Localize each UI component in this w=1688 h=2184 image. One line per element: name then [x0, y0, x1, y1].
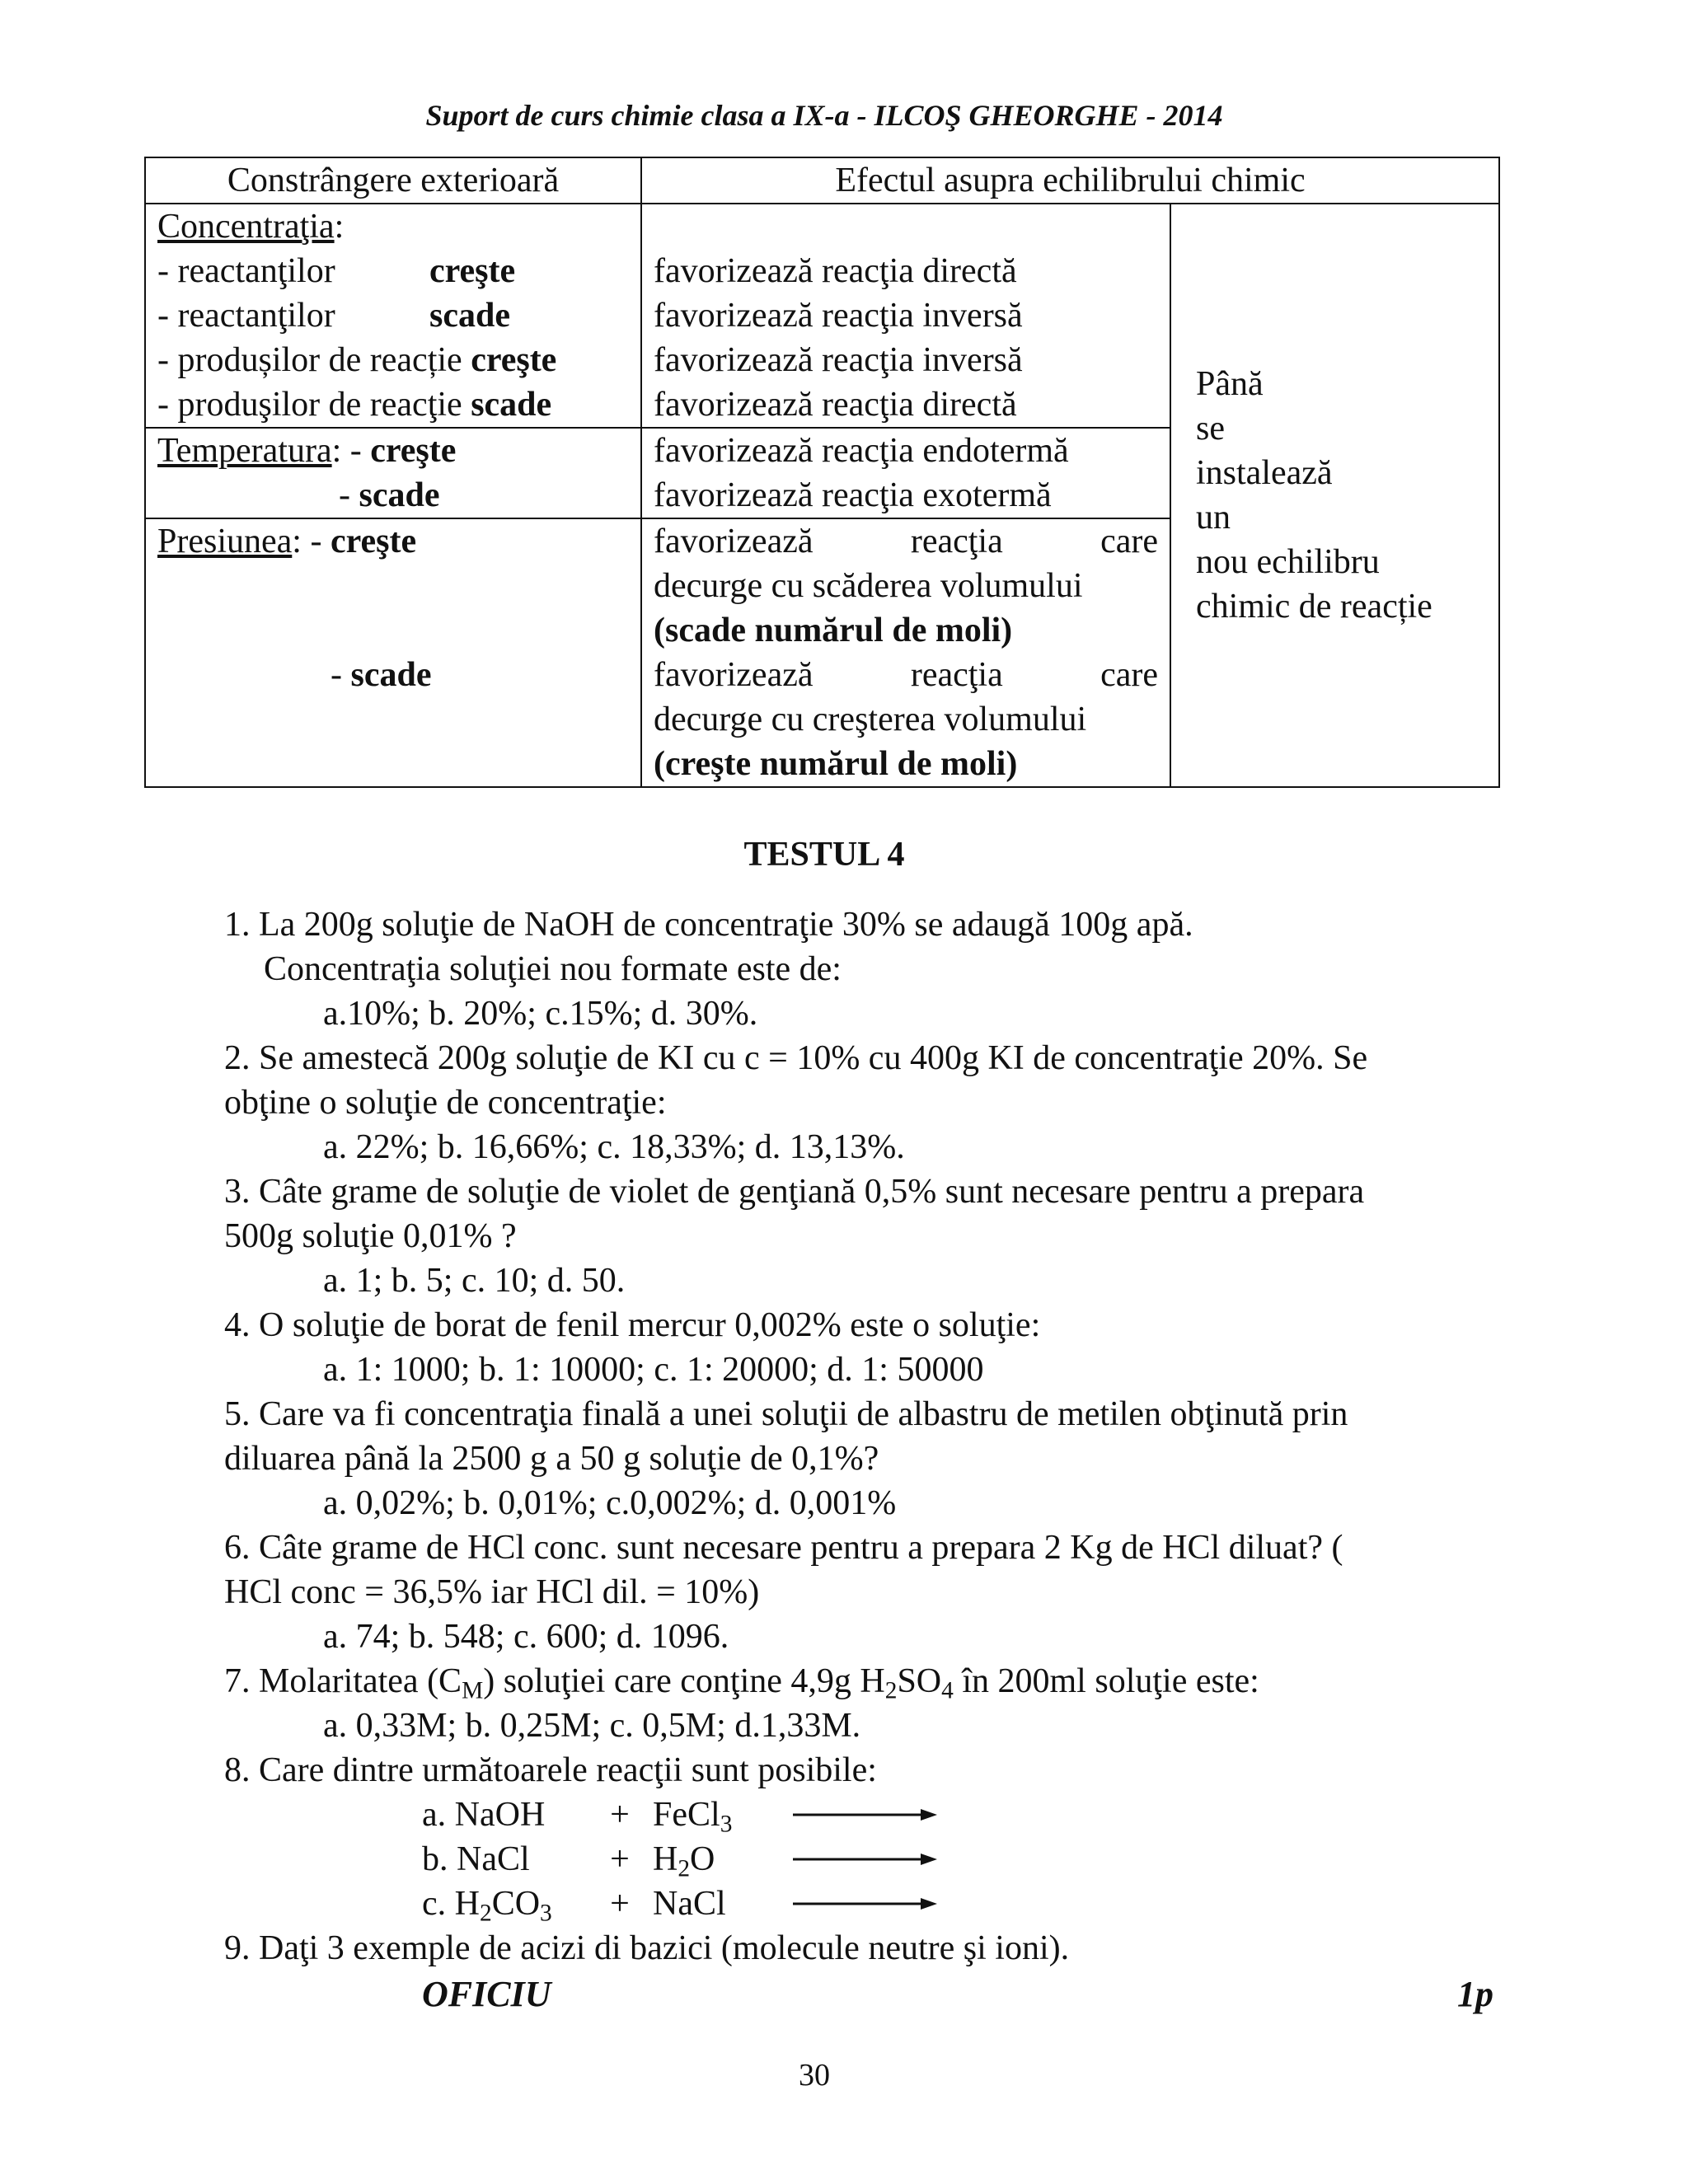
page-number: 30	[799, 2058, 830, 2093]
concentration-constraint: Concentraţia: - reactanţilor creşte - reactanţilor scade - produșilor de reacție creşte - produşilor de reacţie scade	[145, 204, 641, 428]
reaction-b: b. NaCl + $H_2O$	[224, 1837, 1526, 1882]
question-6: 6. Câte grame de HCl conc. sunt necesare pentru a prepara 2 Kg de HCl diluat? (	[224, 1529, 1343, 1567]
pressure-constraint: Presiunea: - creşte - scade	[145, 518, 641, 787]
question-5: 5. Care va fi concentraţia finală a unei soluţii de albastru de metilen obţinută prin	[224, 1395, 1348, 1433]
concentration-title: Concentraţia	[157, 208, 335, 246]
table-header-effect: Efectul asupra echilibrului chimic	[641, 157, 1499, 204]
effect-text: favorizează reacţia inversă	[654, 297, 1023, 335]
question-5-continued: diluarea până la 2500 g a 50 g soluţie de 0,1%?	[224, 1440, 879, 1478]
running-header: Suport de curs chimie clasa a IX-a - ILCOŞ GHEORGHE - 2014	[425, 99, 1223, 132]
reaction-arrow-icon	[793, 1896, 937, 1912]
concentration-row	[145, 204, 1499, 428]
table-header-row	[145, 157, 1499, 204]
reaction-c: c. $H_2CO_3$ + NaCl	[224, 1882, 1526, 1926]
table-header-constraint: Constrângere exterioară	[145, 157, 641, 204]
equilibrium-table	[144, 157, 1500, 788]
effect-text: favorizează reacţia directă	[654, 252, 1017, 290]
effect-text: favorizează reacţia directă	[654, 386, 1017, 424]
reaction-arrow-icon	[793, 1851, 937, 1868]
temperature-effects: favorizează reacţia endotermă favorizează reacţia exotermă	[641, 428, 1170, 518]
question-5-options: a. 0,02%; b. 0,01%; c.0,002%; d. 0,001%	[323, 1484, 897, 1522]
pressure-effects: favorizează reacţia care decurge cu scăderea volumului (scade numărul de moli) favorizează reacţia care decurge cu creşterea volumului (creşte numărul de moli)	[641, 518, 1170, 787]
question-2: 2. Se amestecă 200g soluţie de KI cu c = 10% cu 400g KI de concentraţie 20%. Se	[224, 1039, 1368, 1077]
temperature-constraint: Temperatura: - creşte - scade	[145, 428, 641, 518]
question-6-continued: HCl conc = 36,5% iar HCl dil. = 10%)	[224, 1573, 760, 1611]
question-7: 7. Molaritatea $(C_M)$ soluţiei care conţine 4,9g $H_2SO_4$ în 200ml soluţie este:	[224, 1662, 1259, 1704]
oficiu-line	[422, 1972, 1493, 2017]
reaction-arrow-icon	[793, 1807, 937, 1823]
question-3-options: a. 1; b. 5; c. 10; d. 50.	[323, 1262, 626, 1300]
question-6-options: a. 74; b. 548; c. 600; d. 1096.	[323, 1618, 729, 1656]
effect-text: favorizează reacţia inversă	[654, 341, 1023, 379]
points-value: 1p	[1457, 1974, 1493, 2014]
question-list	[224, 902, 1526, 1971]
question-2-options: a. 22%; b. 16,66%; c. 18,33%; d. 13,13%.	[323, 1128, 905, 1166]
reaction-a: a. NaOH + FeCl$_3$	[224, 1793, 1526, 1837]
question-1-options: a.10%; b. 20%; c.15%; d. 30%.	[323, 995, 758, 1033]
question-9: 9. Daţi 3 exemple de acizi di bazici (molecule neutre şi ioni).	[224, 1929, 1070, 1967]
question-4: 4. O soluţie de borat de fenil mercur 0,002% este o soluţie:	[224, 1306, 1041, 1344]
question-8: 8. Care dintre următoarele reacţii sunt posibile:	[224, 1751, 877, 1789]
question-3: 3. Câte grame de soluţie de violet de genţiană 0,5% sunt necesare pentru a prepara	[224, 1173, 1365, 1211]
pressure-title: Presiunea	[157, 523, 293, 560]
test-title: TESTUL 4	[743, 836, 905, 874]
concentration-effects	[641, 204, 1170, 428]
equilibrium-result: Până se instalează un nou echilibru chimic de reacție	[1170, 204, 1499, 787]
question-4-options: a. 1: 1000; b. 1: 10000; c. 1: 20000; d. 1: 50000	[323, 1351, 984, 1389]
question-1: 1. La 200g soluţie de NaOH de concentraţie 30% se adaugă 100g apă.	[224, 906, 1193, 944]
temperature-title: Temperatura	[157, 432, 332, 470]
question-1-continued: Concentraţia soluţiei nou formate este de:	[264, 950, 842, 988]
oficiu-label: OFICIU	[422, 1974, 551, 2014]
question-3-continued: 500g soluţie 0,01% ?	[224, 1217, 517, 1255]
question-2-continued: obţine o soluţie de concentraţie:	[224, 1084, 667, 1122]
question-7-options: a. 0,33M; b. 0,25M; c. 0,5M; d.1,33M.	[323, 1707, 861, 1745]
